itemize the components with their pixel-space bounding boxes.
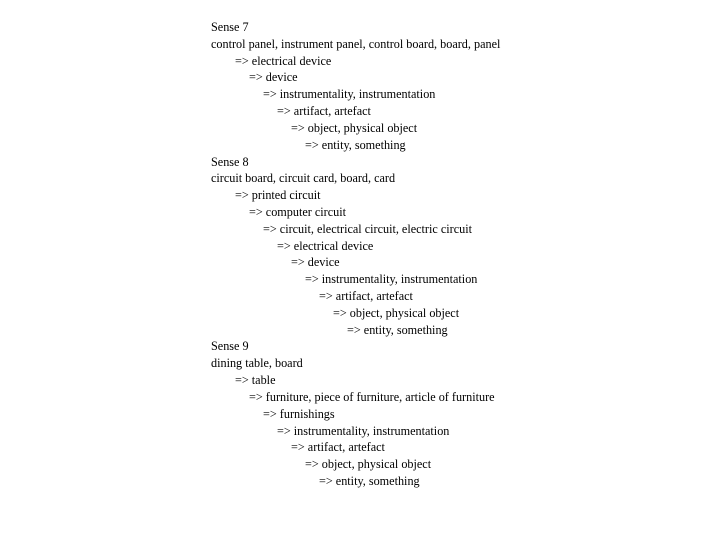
wordnet-sense-listing — [211, 19, 701, 490]
hypernym-line: => device — [249, 70, 298, 85]
hypernym-line: => artifact, artefact — [291, 440, 385, 455]
hypernym-line: => entity, something — [305, 137, 406, 152]
sense-synonyms: dining table, board — [211, 356, 303, 371]
sense-heading: Sense 8 — [211, 154, 249, 169]
hypernym-line: => circuit, electrical circuit, electric circuit — [263, 221, 472, 236]
hypernym-line: => object, physical object — [305, 457, 432, 472]
hypernym-line: => artifact, artefact — [319, 289, 413, 303]
hypernym-line: => entity, something — [347, 322, 448, 337]
sense-heading: Sense 9 — [211, 339, 249, 354]
hypernym-line: => table — [235, 373, 276, 388]
hypernym-line: => artifact, artefact — [277, 104, 371, 119]
hypernym-line: => electrical device — [277, 238, 374, 253]
hypernym-line: => electrical device — [235, 53, 332, 68]
hypernym-line: => furnishings — [263, 406, 335, 421]
hypernym-line: => printed circuit — [235, 188, 321, 203]
sense-heading: Sense 7 — [211, 20, 249, 34]
hypernym-line: => instrumentality, instrumentation — [263, 87, 436, 102]
hypernym-line: => object, physical object — [333, 305, 460, 320]
hypernym-line: => furniture, piece of furniture, article of furniture — [249, 389, 495, 404]
hypernym-line: => computer circuit — [249, 204, 346, 219]
sense-synonyms: circuit board, circuit card, board, card — [211, 171, 396, 186]
hypernym-line: => instrumentality, instrumentation — [305, 272, 478, 287]
sense-synonyms: control panel, instrument panel, control board, board, panel — [211, 36, 501, 51]
hypernym-line: => device — [291, 255, 340, 270]
hypernym-line: => entity, something — [319, 473, 420, 488]
hypernym-line: => instrumentality, instrumentation — [277, 423, 450, 438]
hypernym-line: => object, physical object — [291, 120, 418, 135]
